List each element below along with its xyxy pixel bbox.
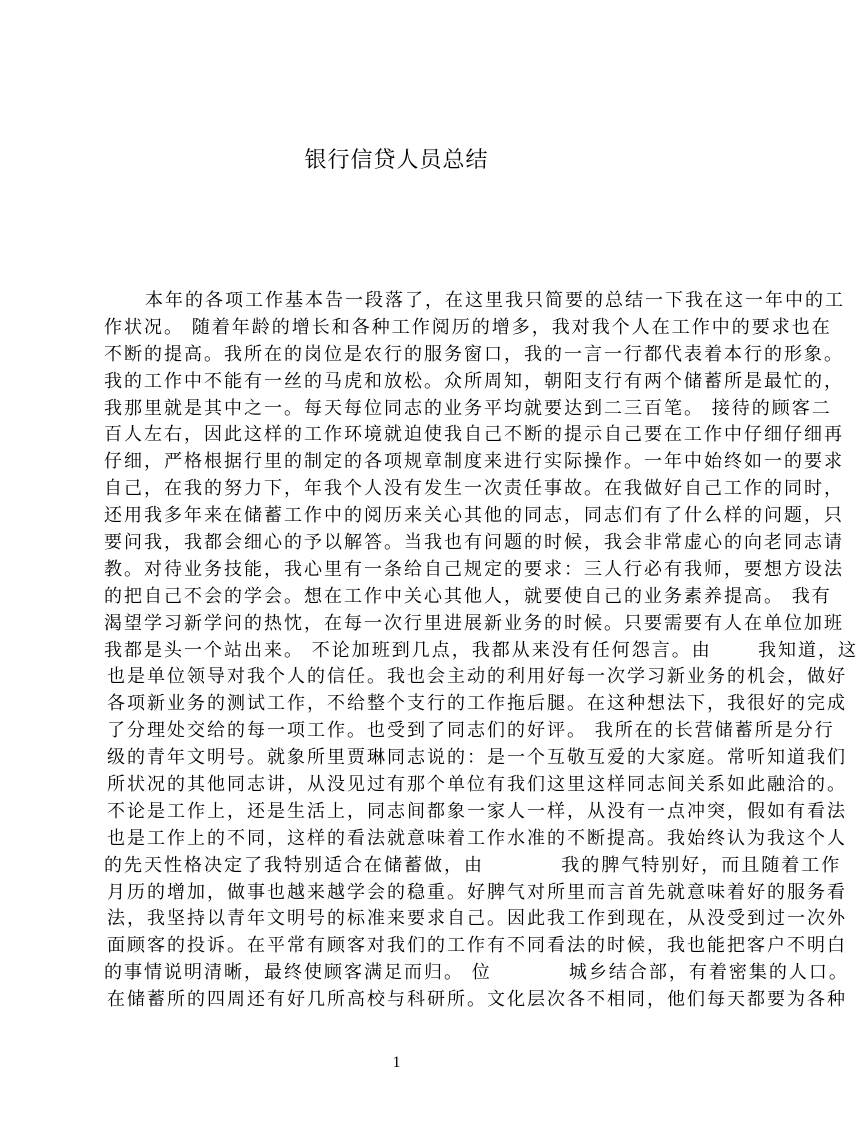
text-line: 百人左右，因此这样的工作环境就迫使我自己不断的提示自己要在工作中仔细仔细再 — [104, 424, 844, 446]
text-line: 不断的提高。我所在的岗位是农行的服务窗口，我的一言一行都代表着本行的形象。 — [104, 343, 844, 365]
text-line: 法，我坚持以青年文明号的标准来要求自己。因此我工作到现在，从没受到过一次外 — [107, 908, 847, 930]
text-line: 所状况的其他同志讲，从没见过有那个单位有我们这里这样同志间关系如此融洽的。 — [107, 774, 847, 796]
text-line: 的先天性格决定了我特别适合在储蓄做，由 我的脾气特别好，而且随着工作 — [104, 854, 842, 876]
text-line: 了分理处交给的每一项工作。也受到了同志们的好评。 我所在的长营储蓄所是分行 — [107, 720, 835, 742]
text-line: 也是单位领导对我个人的信任。我也会主动的利用好每一次学习新业务的机会，做好 — [107, 666, 847, 688]
document-title: 银行信贷人员总结 — [304, 148, 489, 173]
page-number: 1 — [392, 1054, 401, 1071]
text-line: 仔细，严格根据行里的制定的各项规章制度来进行实际操作。一年中始终如一的要求 — [104, 451, 844, 473]
text-line: 作状况。 随着年龄的增长和各种工作阅历的增多，我对我个人在工作中的要求也在 — [104, 316, 832, 338]
text-line: 的把自己不会的学会。想在工作中关心其他人，就要使自己的业务素养提高。 我有 — [104, 585, 832, 607]
text-line: 还用我多年来在储蓄工作中的阅历来关心其他的同志，同志们有了什么样的问题，只 — [104, 505, 844, 527]
text-line: 本年的各项工作基本告一段落了，在这里我只简要的总结一下我在这一年中的工 — [145, 290, 845, 311]
text-line: 渴望学习新学问的热忱，在每一次行里进展新业务的时候。只要需要有人在单位加班 — [104, 612, 844, 634]
text-line: 面顾客的投诉。在平常有顾客对我们的工作有不同看法的时候，我也能把客户不明白 — [107, 935, 847, 957]
text-line: 不论是工作上，还是生活上，同志间都象一家人一样，从没有一点冲突，假如有看法 — [107, 800, 847, 822]
text-line: 月历的增加，做事也越来越学会的稳重。好脾气对所里而言首先就意味着好的服务看 — [107, 881, 847, 903]
text-line: 的事情说明清晰，最终使顾客满足而归。 位 城乡结合部，有着密集的人口。 — [104, 962, 849, 984]
text-line: 自己，在我的努力下，年我个人没有发生一次责任事故。在我做好自己工作的同时， — [104, 478, 844, 500]
text-line: 我的工作中不能有一丝的马虎和放松。众所周知，朝阳支行有两个储蓄所是最忙的， — [104, 370, 844, 392]
document-body — [104, 288, 858, 1014]
text-line: 我都是头一个站出来。 不论加班到几点，我都从来没有任何怨言。由 我知道，这 — [104, 639, 858, 661]
text-line: 在储蓄所的四周还有好几所高校与科研所。文化层次各不相同，他们每天都要为各种 — [107, 989, 847, 1011]
text-line: 级的青年文明号。就象所里贾琳同志说的：是一个互敬互爱的大家庭。常听知道我们 — [107, 747, 847, 769]
text-line: 各项新业务的测试工作，不给整个支行的工作拖后腿。在这种想法下，我很好的完成 — [107, 693, 847, 715]
text-line: 我那里就是其中之一。每天每位同志的业务平均就要达到二三百笔。 接待的顾客二 — [104, 397, 832, 419]
text-line: 也是工作上的不同，这样的看法就意味着工作水准的不断提高。我始终认为我这个人 — [107, 827, 847, 849]
text-line: 要问我，我都会细心的予以解答。当我也有问题的时候，我会非常虚心的向老同志请 — [104, 532, 844, 554]
text-line: 教。对待业务技能，我心里有一条给自己规定的要求：三人行必有我师，要想方设法 — [104, 558, 844, 580]
